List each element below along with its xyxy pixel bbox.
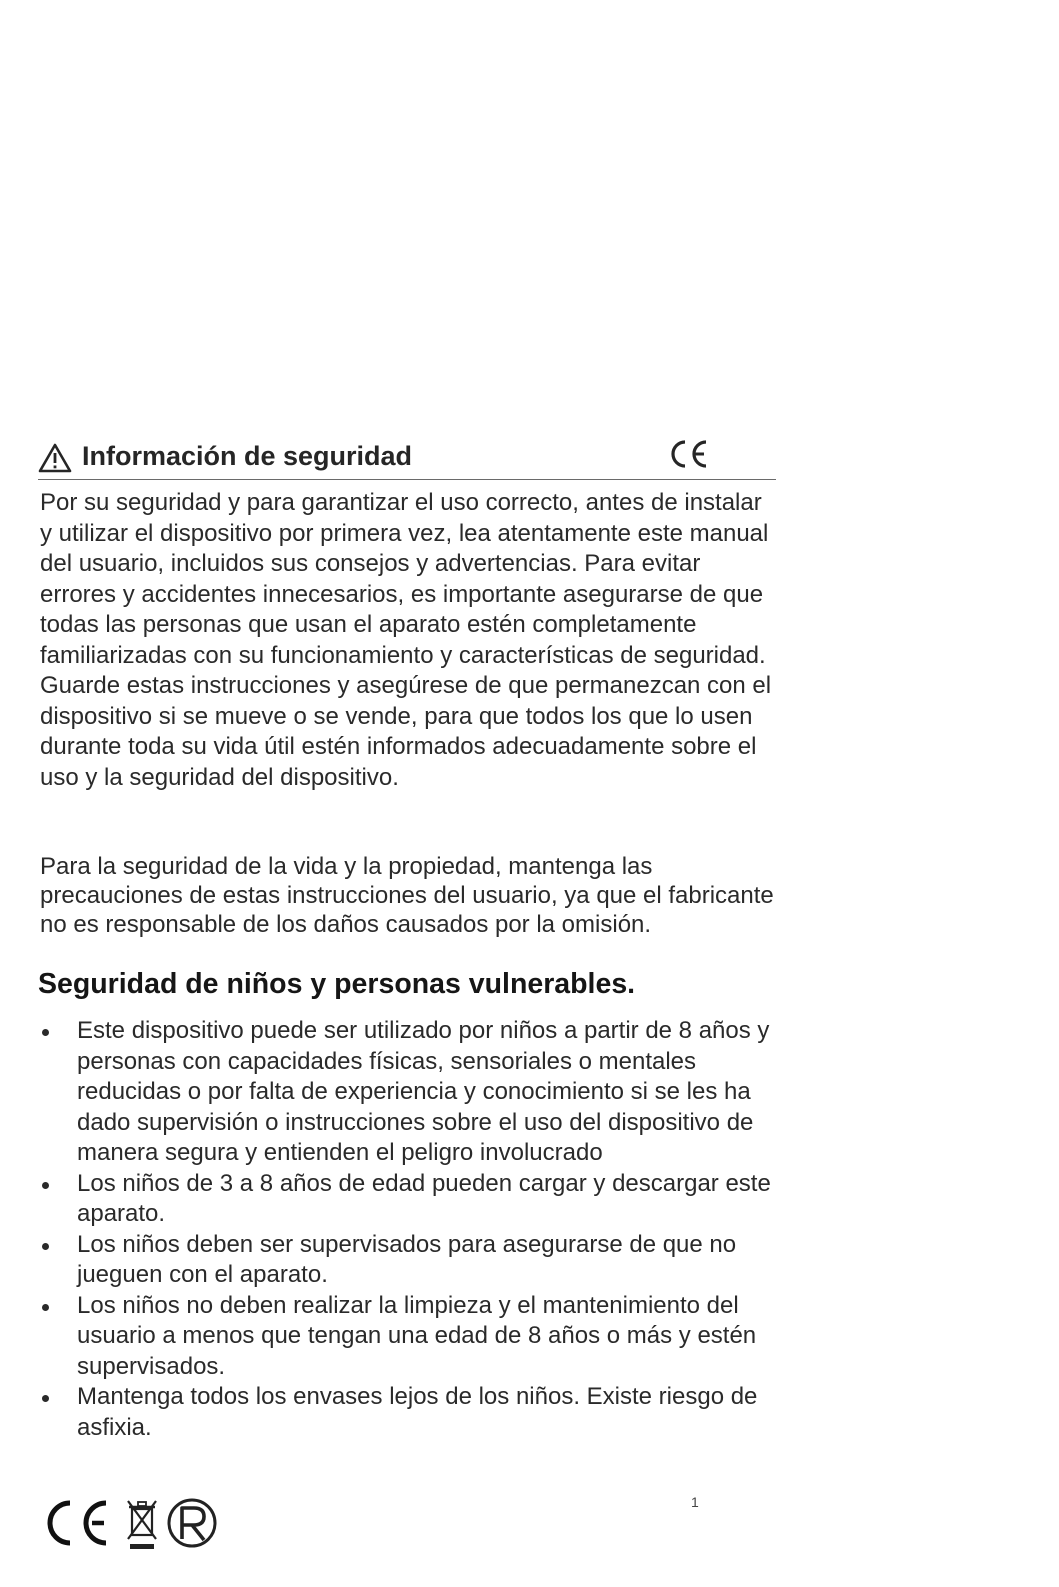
list-item-text: Mantenga todos los envases lejos de los niños. Existe riesgo de asfixia.: [77, 1383, 758, 1441]
bullet-icon: [42, 1029, 49, 1036]
list-item: [40, 1291, 780, 1383]
safety-list: [40, 1016, 780, 1443]
list-item: [40, 1382, 780, 1443]
intro-paragraph: Por su seguridad y para garantizar el uso correcto, antes de instalar y utilizar el dispositivo por primera vez, lea atentamente este manual del usuario, incluidos sus consejos y advertencias. Para evitar errores y accidentes innecesarios, es importante asegurarse de que todas las personas que usan el aparato estén completamente familiarizadas con su funcionamiento y características de seguridad. Guarde estas instrucciones y asegúrese de que permanezcan con el dispositivo si se mueve o se vende, para que todos los que lo usen durante toda su vida útil estén informados adecuadamente sobre el uso y la seguridad del dispositivo.: [40, 489, 772, 791]
weee-crossed-bin-icon: [128, 1501, 156, 1549]
page-number: 1: [691, 1494, 699, 1510]
section-header: [38, 437, 776, 480]
bullet-icon: [42, 1395, 49, 1402]
list-item: [40, 1169, 780, 1230]
warning-triangle-icon: [38, 443, 72, 473]
list-item-text: Los niños no deben realizar la limpieza y el mantenimiento del usuario a menos que tengan una edad de 8 años o más y estén supervisados.: [77, 1291, 757, 1380]
liability-paragraph: Para la seguridad de la vida y la propiedad, mantenga las precauciones de estas instrucciones del usuario, ya que el fabricante no es responsable de los daños causados por la omisión.: [40, 853, 774, 938]
registered-r-icon: [169, 1500, 215, 1546]
certification-marks: [40, 1493, 230, 1553]
list-item: [40, 1230, 780, 1291]
section-title: Seguridad de niños y personas vulnerables.: [38, 968, 636, 1000]
list-item: [40, 1016, 780, 1169]
ce-mark-icon: [50, 1503, 106, 1543]
list-item-text: Este dispositivo puede ser utilizado por niños a partir de 8 años y personas con capacidades físicas, sensoriales o mentales reducidas o por falta de experiencia y conocimiento si se les ha dado supervisión o instrucciones sobre el uso del dispositivo de manera segura y entienden el peligro involucrado: [77, 1017, 770, 1166]
bullet-icon: [42, 1304, 49, 1311]
page-title: Información de seguridad: [82, 441, 413, 471]
ce-mark-icon: [666, 437, 712, 471]
list-item-text: Los niños de 3 a 8 años de edad pueden cargar y descargar este aparato.: [77, 1169, 771, 1227]
bullet-icon: [42, 1243, 49, 1250]
list-item-text: Los niños deben ser supervisados para asegurarse de que no jueguen con el aparato.: [77, 1230, 737, 1288]
bullet-icon: [42, 1182, 49, 1189]
